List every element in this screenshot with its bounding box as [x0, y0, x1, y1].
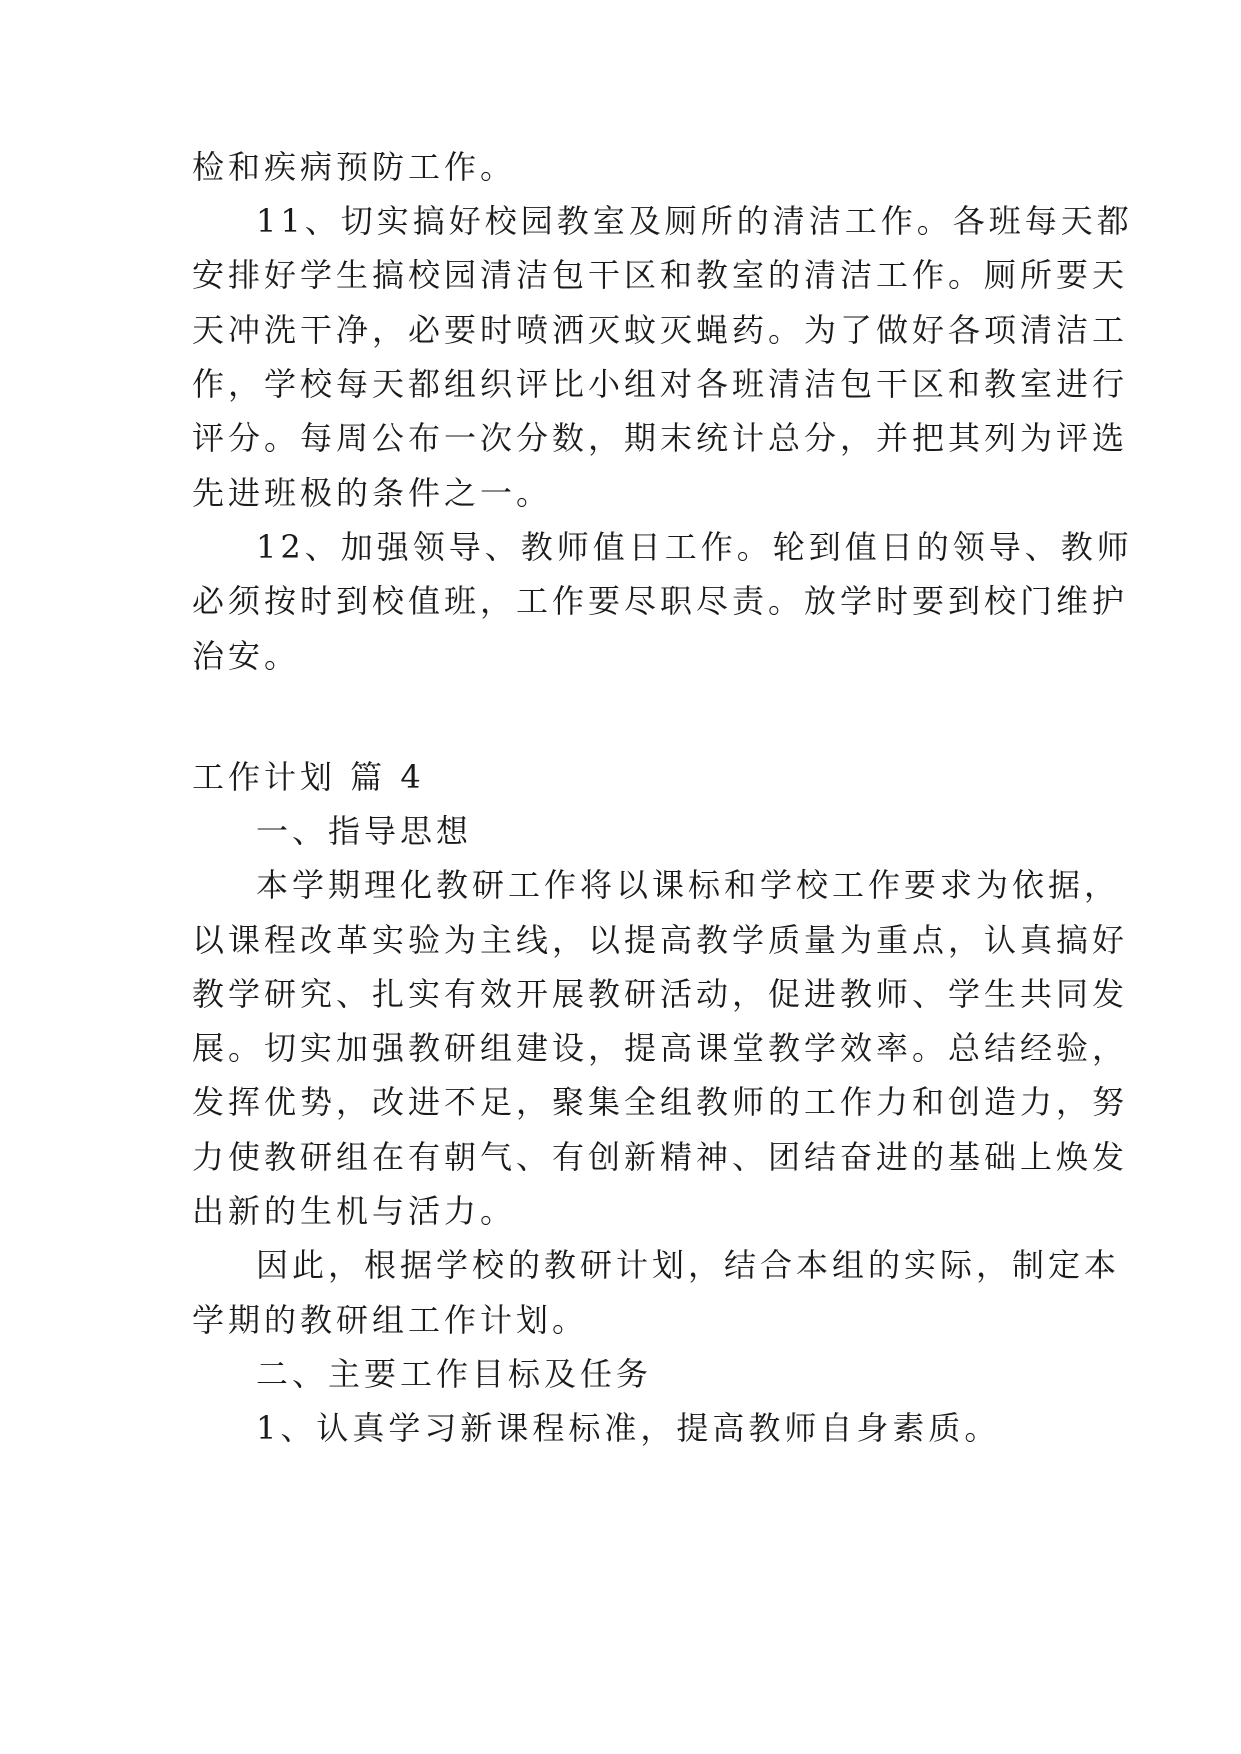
- text-line: 先进班极的条件之一。: [192, 474, 553, 512]
- text-line: 力使教研组在有朝气、有创新精神、团结奋进的基础上焕发: [192, 1138, 1129, 1176]
- text-line: 教学研究、扎实有效开展教研活动，促进教师、学生共同发: [192, 975, 1129, 1013]
- section-title: 工作计划 篇 4: [192, 758, 425, 796]
- text-line: 12、加强领导、教师值日工作。轮到值日的领导、教师: [256, 528, 1133, 566]
- section-heading: 二、主要工作目标及任务: [256, 1355, 653, 1393]
- text-line: 检和疾病预防工作。: [192, 148, 517, 186]
- text-line: 以课程改革实验为主线，以提高教学质量为重点，认真搞好: [192, 921, 1129, 959]
- text-line: 必须按时到校值班，工作要尽职尽责。放学时要到校门维护: [192, 582, 1129, 620]
- text-line: 学期的教研组工作计划。: [192, 1301, 589, 1339]
- text-line: 评分。每周公布一次分数，期末统计总分，并把其列为评选: [192, 419, 1129, 457]
- section-heading: 一、指导思想: [256, 812, 473, 850]
- text-line: 发挥优势，改进不足，聚集全组教师的工作力和创造力，努: [192, 1083, 1129, 1121]
- text-line: 11、切实搞好校园教室及厕所的清洁工作。各班每天都: [256, 202, 1133, 240]
- text-line: 本学期理化教研工作将以课标和学校工作要求为依据，: [256, 866, 1121, 904]
- text-line: 1、认真学习新课程标准，提高教师自身素质。: [256, 1409, 1001, 1447]
- text-line: 作，学校每天都组织评比小组对各班清洁包干区和教室进行: [192, 365, 1129, 403]
- text-line: 安排好学生搞校园清洁包干区和教室的清洁工作。厕所要天: [192, 256, 1129, 294]
- text-line: 展。切实加强教研组建设，提高课堂教学效率。总结经验，: [192, 1029, 1129, 1067]
- text-line: 治安。: [192, 637, 301, 675]
- text-line: 天冲洗干净，必要时喷洒灭蚊灭蝇药。为了做好各项清洁工: [192, 311, 1129, 349]
- text-line: 出新的生机与活力。: [192, 1192, 517, 1230]
- text-line: 因此，根据学校的教研计划，结合本组的实际，制定本: [256, 1246, 1121, 1284]
